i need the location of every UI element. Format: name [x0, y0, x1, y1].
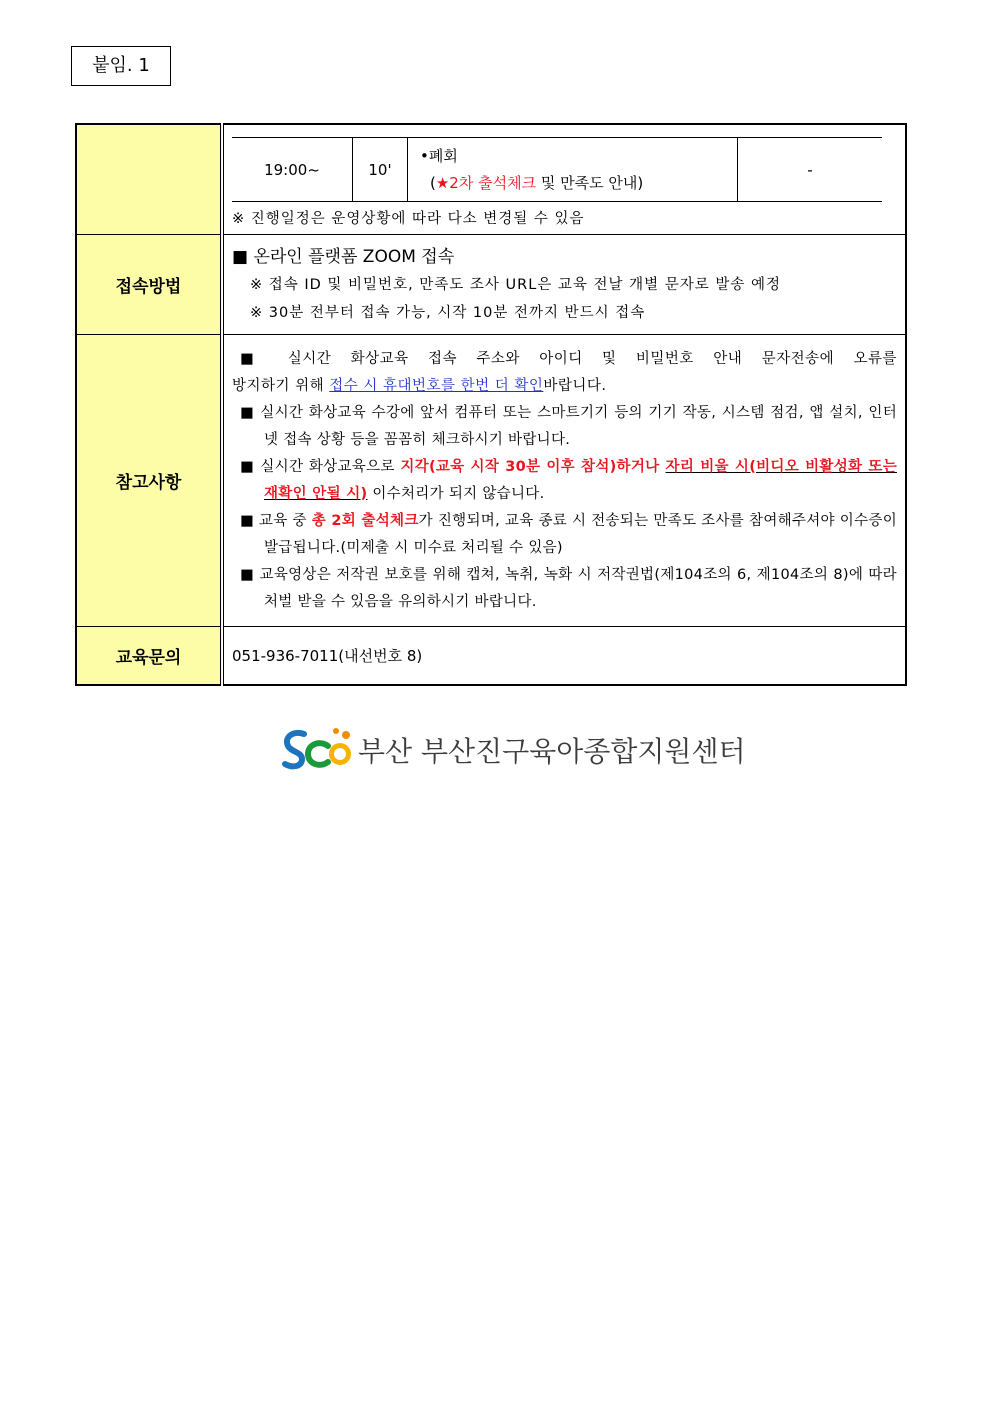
schedule-note: ※ 진행일정은 운영상황에 따라 다소 변경될 수 있음	[232, 211, 585, 227]
notes-p4-post: 가 진행되며, 교육 종료 시 전송되는 만족도 조사를 참여해주셔야 이수증이 발급됩니다.(미제출 시 미수료 처리될 수 있음)	[264, 512, 897, 556]
notes-p4	[232, 508, 897, 562]
access-row	[76, 235, 906, 335]
notes-p1-line2	[232, 373, 897, 400]
schedule-item-title: •폐회	[420, 146, 458, 165]
notes-cell	[222, 335, 906, 627]
notes-p2: ■ 실시간 화상교육 수강에 앞서 컴퓨터 또는 스마트기기 등의 기기 작동, 시스템 점검, 앱 설치, 인터넷 접속 상황 등을 꼼꼼히 체크하시기 바랍니다.	[240, 404, 897, 448]
schedule-item-desc	[420, 170, 737, 197]
notes-row	[76, 335, 906, 627]
contact-value: 051-936-7011(내선번호 8)	[222, 627, 906, 685]
notes-p4-attendance: 총 2회 출석체크	[311, 512, 419, 529]
notes-p5: ■ 교육영상은 저작권 보호를 위해 캡쳐, 녹취, 녹화 시 저작권법(제104조의 6, 제104조의 8)에 따라 처벌 받을 수 있음을 유의하시기 바랍니다.	[240, 566, 897, 610]
notes-p3	[232, 454, 897, 508]
access-cell	[222, 235, 906, 335]
schedule-table	[232, 137, 882, 202]
schedule-item-rest: 및 만족도 안내)	[536, 173, 644, 192]
notes-p4-pre: ■ 교육 중	[240, 512, 312, 529]
notes-p3-pre: ■ 실시간 화상교육으로	[240, 458, 401, 475]
contact-row	[76, 627, 906, 685]
phone-check-link: 접수 시 휴대번호를 한번 더 확인	[329, 377, 544, 394]
notes-p1-pre: 방지하기 위해	[232, 377, 330, 394]
access-heading: ■ 온라인 플랫폼 ZOOM 접속	[232, 246, 455, 267]
center-logo-text: 부산 부산진구육아종합지원센터	[358, 735, 746, 768]
schedule-label-cell	[76, 124, 222, 235]
center-logo	[282, 726, 746, 774]
center-logo-icon	[282, 726, 356, 774]
notes-p1-line1: ■ 실시간 화상교육 접속 주소와 아이디 및 비밀번호 안내 문자전송에 오류를	[240, 350, 897, 367]
access-note-1: ※ 접속 ID 및 비밀번호, 만족도 조사 URL은 교육 전날 개별 문자로 발송 예정	[250, 276, 782, 293]
schedule-row	[76, 124, 906, 235]
schedule-remark: -	[738, 138, 883, 202]
schedule-duration: 10'	[353, 138, 408, 202]
info-table	[75, 123, 907, 686]
schedule-item	[408, 138, 738, 202]
contact-label: 교육문의	[76, 627, 222, 685]
schedule-item-attendance: ★2차 출석체크	[435, 173, 537, 192]
schedule-cell	[222, 124, 906, 235]
schedule-item-paren: (	[430, 173, 436, 192]
notes-label: 참고사항	[76, 335, 222, 627]
attachment-label: 붙임. 1	[71, 46, 171, 86]
notes-p3-post: 이수처리가 되지 않습니다.	[367, 485, 545, 502]
schedule-entry-row	[232, 138, 882, 202]
access-note-2: ※ 30분 전부터 접속 가능, 시작 10분 전까지 반드시 접속	[250, 304, 646, 321]
notes-p1-post: 바랍니다.	[543, 377, 607, 394]
access-label: 접속방법	[76, 235, 222, 335]
notes-p3-late: 지각(교육 시작 30분 이후 참석)하거나	[400, 458, 666, 475]
notes-p3-absent: 자리 비울 시(비디오 비활성화 또는 재확인 안될 시)	[264, 458, 897, 502]
schedule-time: 19:00~	[232, 138, 353, 202]
